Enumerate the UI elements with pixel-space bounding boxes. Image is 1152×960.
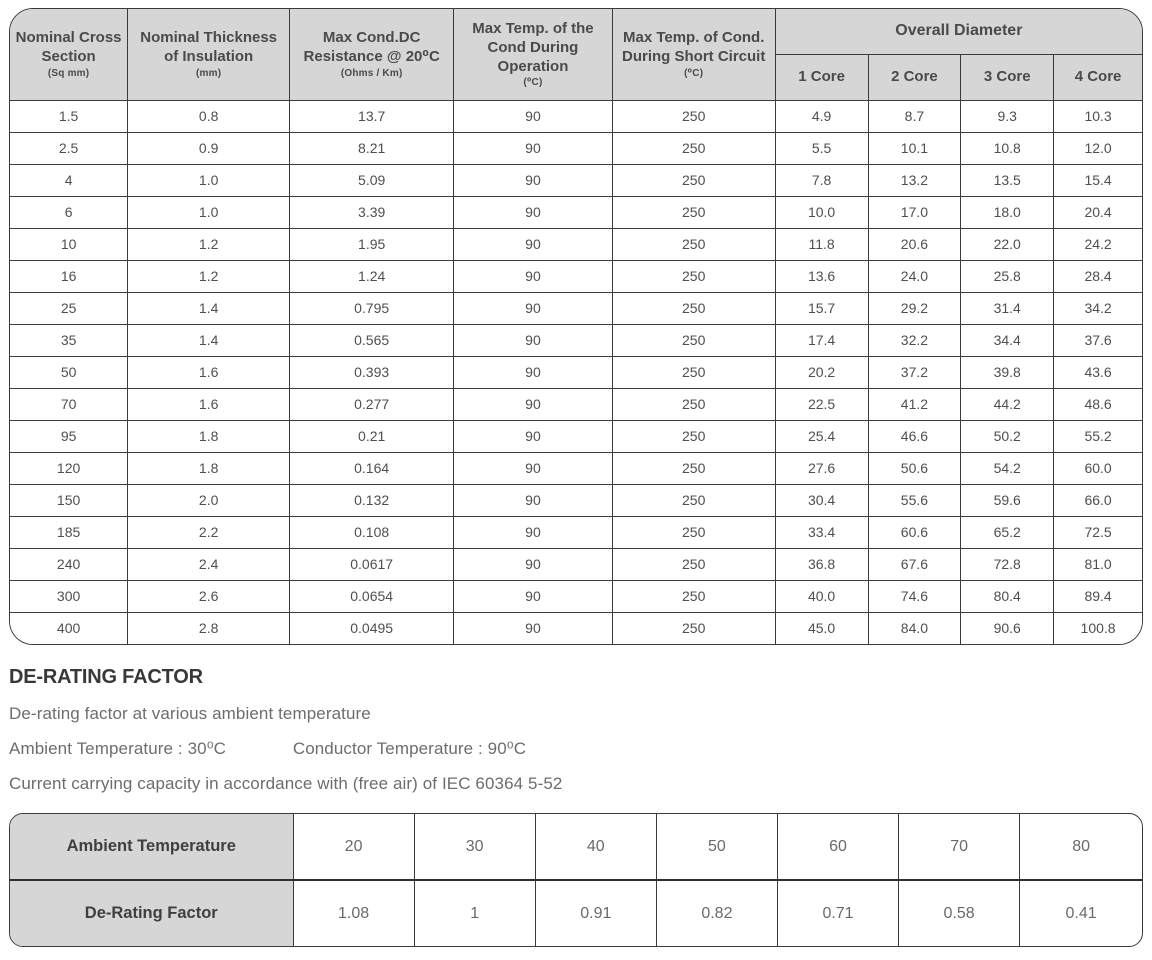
table-row <box>10 548 1142 580</box>
table-cell: 90 <box>454 388 612 420</box>
header-2-core: 2 Core <box>868 54 961 100</box>
table-cell: 0.21 <box>290 420 454 452</box>
header-label: Max Temp. of Cond. During Short Circuit <box>622 29 766 66</box>
table-cell: 24.0 <box>868 260 961 292</box>
table-cell: 90 <box>454 484 612 516</box>
table-cell: 0.393 <box>290 356 454 388</box>
table-cell: 13.2 <box>868 164 961 196</box>
spec-table-body <box>10 100 1142 644</box>
table-cell: 2.0 <box>128 484 290 516</box>
derating-factor-row <box>10 880 1142 946</box>
table-cell: 10.0 <box>775 196 868 228</box>
table-cell: 22.5 <box>775 388 868 420</box>
table-cell: 25 <box>10 292 128 324</box>
ambient-temp-value: 70 <box>899 814 1020 880</box>
table-row <box>10 100 1142 132</box>
table-cell: 90 <box>454 132 612 164</box>
table-cell: 10.8 <box>961 132 1054 164</box>
table-row <box>10 132 1142 164</box>
table-row <box>10 388 1142 420</box>
table-cell: 90 <box>454 452 612 484</box>
table-cell: 67.6 <box>868 548 961 580</box>
table-cell: 1.4 <box>128 292 290 324</box>
table-cell: 16 <box>10 260 128 292</box>
header-max-temp-short-circuit <box>612 9 775 100</box>
table-cell: 1.8 <box>128 452 290 484</box>
table-cell: 90 <box>454 164 612 196</box>
ambient-temp-value: 60 <box>777 814 898 880</box>
header-1-core: 1 Core <box>775 54 868 100</box>
table-cell: 25.4 <box>775 420 868 452</box>
table-row <box>10 324 1142 356</box>
ambient-temp-value: 30 <box>414 814 535 880</box>
table-cell: 60.0 <box>1054 452 1142 484</box>
header-max-temp-operation <box>454 9 612 100</box>
table-cell: 81.0 <box>1054 548 1142 580</box>
ambient-temperature-row <box>10 814 1142 880</box>
table-cell: 60.6 <box>868 516 961 548</box>
table-cell: 120 <box>10 452 128 484</box>
ambient-temp-value: 40 <box>535 814 656 880</box>
table-cell: 72.5 <box>1054 516 1142 548</box>
table-cell: 10 <box>10 228 128 260</box>
header-4-core: 4 Core <box>1054 54 1142 100</box>
table-cell: 90 <box>454 580 612 612</box>
table-cell: 80.4 <box>961 580 1054 612</box>
table-cell: 250 <box>612 196 775 228</box>
table-row <box>10 228 1142 260</box>
table-cell: 7.8 <box>775 164 868 196</box>
table-cell: 20.2 <box>775 356 868 388</box>
derating-table <box>10 814 1142 946</box>
table-cell: 90.6 <box>961 612 1054 644</box>
ambient-temp-value: 50 <box>656 814 777 880</box>
table-cell: 10.1 <box>868 132 961 164</box>
table-cell: 54.2 <box>961 452 1054 484</box>
ambient-temperature-row-label: Ambient Temperature <box>10 814 293 880</box>
derating-factor-value: 0.71 <box>777 880 898 946</box>
table-cell: 50 <box>10 356 128 388</box>
header-unit: (Sq mm) <box>47 67 90 79</box>
derating-table-wrapper <box>9 813 1143 947</box>
table-cell: 59.6 <box>961 484 1054 516</box>
table-cell: 43.6 <box>1054 356 1142 388</box>
current-capacity-note: Current carrying capacity in accordance with (free air) of IEC 60364 5-52 <box>9 774 563 793</box>
table-cell: 90 <box>454 420 612 452</box>
conductor-temperature-condition: Conductor Temperature : 90⁰C <box>292 739 527 758</box>
table-cell: 55.2 <box>1054 420 1142 452</box>
table-cell: 0.0654 <box>290 580 454 612</box>
table-row <box>10 612 1142 644</box>
table-cell: 34.2 <box>1054 292 1142 324</box>
table-cell: 70 <box>10 388 128 420</box>
cable-spec-table-wrapper <box>9 8 1143 645</box>
table-cell: 95 <box>10 420 128 452</box>
table-cell: 4 <box>10 164 128 196</box>
table-cell: 250 <box>612 100 775 132</box>
table-cell: 250 <box>612 292 775 324</box>
table-cell: 90 <box>454 260 612 292</box>
table-cell: 15.4 <box>1054 164 1142 196</box>
table-cell: 1.6 <box>128 356 290 388</box>
table-cell: 84.0 <box>868 612 961 644</box>
table-cell: 37.6 <box>1054 324 1142 356</box>
table-cell: 45.0 <box>775 612 868 644</box>
ambient-temperature-condition: Ambient Temperature : 30⁰C <box>9 739 226 758</box>
table-cell: 250 <box>612 260 775 292</box>
header-3-core: 3 Core <box>961 54 1054 100</box>
table-cell: 400 <box>10 612 128 644</box>
table-cell: 250 <box>612 420 775 452</box>
table-cell: 9.3 <box>961 100 1054 132</box>
derating-factor-value: 1 <box>414 880 535 946</box>
table-row <box>10 420 1142 452</box>
table-cell: 31.4 <box>961 292 1054 324</box>
temperature-conditions <box>9 739 1143 759</box>
table-cell: 44.2 <box>961 388 1054 420</box>
table-cell: 8.21 <box>290 132 454 164</box>
table-row <box>10 164 1142 196</box>
table-cell: 74.6 <box>868 580 961 612</box>
table-cell: 6 <box>10 196 128 228</box>
table-cell: 24.2 <box>1054 228 1142 260</box>
table-row <box>10 452 1142 484</box>
derating-description: De-rating factor at various ambient temperature <box>9 704 371 723</box>
table-cell: 37.2 <box>868 356 961 388</box>
table-cell: 250 <box>612 548 775 580</box>
header-unit: (Ohms / Km) <box>340 67 403 79</box>
table-row <box>10 196 1142 228</box>
derating-factor-value: 0.58 <box>899 880 1020 946</box>
table-cell: 90 <box>454 228 612 260</box>
table-cell: 1.2 <box>128 260 290 292</box>
header-insulation-thickness <box>128 9 290 100</box>
table-cell: 90 <box>454 100 612 132</box>
table-cell: 89.4 <box>1054 580 1142 612</box>
table-cell: 90 <box>454 548 612 580</box>
table-cell: 1.4 <box>128 324 290 356</box>
table-cell: 2.5 <box>10 132 128 164</box>
table-cell: 35 <box>10 324 128 356</box>
derating-factor-value: 0.91 <box>535 880 656 946</box>
table-cell: 27.6 <box>775 452 868 484</box>
table-cell: 2.2 <box>128 516 290 548</box>
table-cell: 4.9 <box>775 100 868 132</box>
table-cell: 3.39 <box>290 196 454 228</box>
table-cell: 250 <box>612 132 775 164</box>
table-cell: 250 <box>612 356 775 388</box>
table-cell: 30.4 <box>775 484 868 516</box>
table-cell: 90 <box>454 324 612 356</box>
table-cell: 5.5 <box>775 132 868 164</box>
derating-factor-value: 0.82 <box>656 880 777 946</box>
table-cell: 40.0 <box>775 580 868 612</box>
table-cell: 185 <box>10 516 128 548</box>
header-label: Max Cond.DC Resistance @ 20⁰C <box>303 29 440 66</box>
table-cell: 20.4 <box>1054 196 1142 228</box>
table-cell: 12.0 <box>1054 132 1142 164</box>
table-row <box>10 292 1142 324</box>
table-cell: 2.8 <box>128 612 290 644</box>
table-cell: 10.3 <box>1054 100 1142 132</box>
table-cell: 17.4 <box>775 324 868 356</box>
table-cell: 90 <box>454 516 612 548</box>
table-cell: 72.8 <box>961 548 1054 580</box>
table-cell: 100.8 <box>1054 612 1142 644</box>
table-cell: 33.4 <box>775 516 868 548</box>
table-cell: 250 <box>612 612 775 644</box>
header-label: Nominal Cross Section <box>15 29 122 66</box>
header-label: Max Temp. of the Cond During Operation <box>472 19 594 75</box>
header-overall-diameter: Overall Diameter <box>775 9 1142 54</box>
derating-factor-value: 1.08 <box>293 880 414 946</box>
table-cell: 36.8 <box>775 548 868 580</box>
table-cell: 15.7 <box>775 292 868 324</box>
table-cell: 0.108 <box>290 516 454 548</box>
table-cell: 8.7 <box>868 100 961 132</box>
table-cell: 0.0617 <box>290 548 454 580</box>
table-cell: 250 <box>612 228 775 260</box>
table-cell: 29.2 <box>868 292 961 324</box>
ambient-temp-value: 20 <box>293 814 414 880</box>
table-cell: 17.0 <box>868 196 961 228</box>
table-cell: 25.8 <box>961 260 1054 292</box>
table-cell: 13.5 <box>961 164 1054 196</box>
table-cell: 32.2 <box>868 324 961 356</box>
table-cell: 1.95 <box>290 228 454 260</box>
table-cell: 0.9 <box>128 132 290 164</box>
table-cell: 13.7 <box>290 100 454 132</box>
table-cell: 1.5 <box>10 100 128 132</box>
table-cell: 250 <box>612 388 775 420</box>
header-nominal-cross-section <box>10 9 128 100</box>
table-cell: 55.6 <box>868 484 961 516</box>
table-cell: 1.0 <box>128 164 290 196</box>
table-cell: 0.795 <box>290 292 454 324</box>
cable-spec-table <box>10 9 1142 644</box>
table-cell: 250 <box>612 164 775 196</box>
table-cell: 41.2 <box>868 388 961 420</box>
table-cell: 22.0 <box>961 228 1054 260</box>
ambient-temp-value: 80 <box>1020 814 1142 880</box>
table-cell: 250 <box>612 452 775 484</box>
header-unit: (mm) <box>196 67 222 79</box>
table-cell: 1.0 <box>128 196 290 228</box>
table-row <box>10 484 1142 516</box>
table-cell: 46.6 <box>868 420 961 452</box>
table-cell: 0.277 <box>290 388 454 420</box>
table-cell: 2.6 <box>128 580 290 612</box>
header-label: Nominal Thickness of Insulation <box>140 29 278 66</box>
table-row <box>10 356 1142 388</box>
table-cell: 0.0495 <box>290 612 454 644</box>
table-cell: 13.6 <box>775 260 868 292</box>
table-cell: 66.0 <box>1054 484 1142 516</box>
table-cell: 240 <box>10 548 128 580</box>
derating-factor-row-label: De-Rating Factor <box>10 880 293 946</box>
table-row <box>10 260 1142 292</box>
table-cell: 250 <box>612 484 775 516</box>
table-cell: 65.2 <box>961 516 1054 548</box>
table-cell: 250 <box>612 324 775 356</box>
table-cell: 1.24 <box>290 260 454 292</box>
derating-section-title: DE-RATING FACTOR <box>9 666 203 688</box>
header-unit: (⁰C) <box>684 67 704 79</box>
header-dc-resistance <box>290 9 454 100</box>
table-cell: 1.2 <box>128 228 290 260</box>
table-cell: 150 <box>10 484 128 516</box>
table-cell: 1.8 <box>128 420 290 452</box>
table-cell: 300 <box>10 580 128 612</box>
table-cell: 2.4 <box>128 548 290 580</box>
table-cell: 0.164 <box>290 452 454 484</box>
table-cell: 250 <box>612 516 775 548</box>
table-cell: 48.6 <box>1054 388 1142 420</box>
table-cell: 90 <box>454 356 612 388</box>
table-cell: 5.09 <box>290 164 454 196</box>
table-cell: 39.8 <box>961 356 1054 388</box>
table-cell: 1.6 <box>128 388 290 420</box>
table-cell: 34.4 <box>961 324 1054 356</box>
table-cell: 250 <box>612 580 775 612</box>
table-cell: 0.565 <box>290 324 454 356</box>
table-cell: 0.132 <box>290 484 454 516</box>
derating-factor-value: 0.41 <box>1065 904 1097 922</box>
table-cell: 50.2 <box>961 420 1054 452</box>
table-cell: 18.0 <box>961 196 1054 228</box>
table-cell: 90 <box>454 292 612 324</box>
spec-table-header <box>10 9 1142 100</box>
header-unit: (⁰C) <box>523 77 543 89</box>
table-cell: 50.6 <box>868 452 961 484</box>
table-cell: 28.4 <box>1054 260 1142 292</box>
table-cell: 11.8 <box>775 228 868 260</box>
table-row <box>10 580 1142 612</box>
table-cell: 20.6 <box>868 228 961 260</box>
table-row <box>10 516 1142 548</box>
table-cell: 90 <box>454 612 612 644</box>
table-cell: 90 <box>454 196 612 228</box>
table-cell: 0.8 <box>128 100 290 132</box>
